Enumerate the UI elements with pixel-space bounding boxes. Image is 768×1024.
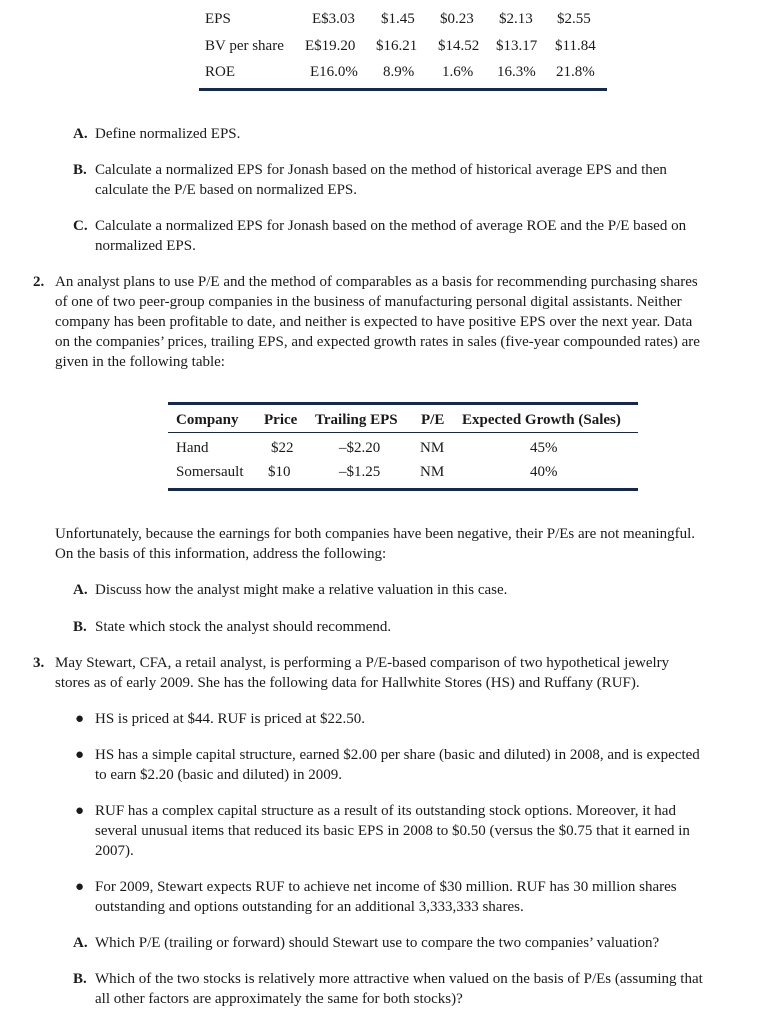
eps-table-row xyxy=(205,9,231,29)
cell: $0.23 xyxy=(440,11,474,27)
cell: Hand xyxy=(176,440,209,456)
q1-b-label: B. xyxy=(73,162,87,178)
cell: E16.0% xyxy=(310,64,358,80)
q2-a-label: A. xyxy=(73,582,88,598)
bullet-icon: ● xyxy=(75,803,85,819)
q3-bullet-line: outstanding and options outstanding for an additional 3,333,333 shares. xyxy=(95,899,524,915)
table-header-rule xyxy=(168,432,638,433)
q1-c-line2: normalized EPS. xyxy=(95,238,196,254)
q2-line: given in the following table: xyxy=(55,354,225,370)
q3-line: May Stewart, CFA, a retail analyst, is performing a P/E-based comparison of two hypothetical jewelry xyxy=(55,655,670,671)
q3-bullet-line: For 2009, Stewart expects RUF to achieve net income of $30 million. RUF has 30 million shares xyxy=(95,879,677,895)
row-label-roe: ROE xyxy=(205,64,235,80)
q3-bullet-line: to earn $2.20 (basic and diluted) in 2009. xyxy=(95,767,343,783)
cell: E$19.20 xyxy=(305,38,356,54)
header-trailing-eps: Trailing EPS xyxy=(315,412,398,428)
cell: –$1.25 xyxy=(339,464,381,480)
q1-c-line1: Calculate a normalized EPS for Jonash based on the method of average ROE and the P/E based on xyxy=(95,218,687,234)
q2-after-line: Unfortunately, because the earnings for both companies have been negative, their P/Es are not meaningful. xyxy=(55,526,696,542)
q2-line: An analyst plans to use P/E and the method of comparables as a basis for recommending purchasing shares xyxy=(55,274,698,290)
cell: $11.84 xyxy=(555,38,596,54)
bullet-icon: ● xyxy=(75,879,85,895)
header-company: Company xyxy=(176,412,239,428)
q2-a-text: Discuss how the analyst might make a relative valuation in this case. xyxy=(95,582,508,598)
q3-b-line2: all other factors are approximately the same for both stocks)? xyxy=(95,991,463,1007)
q3-number: 3. xyxy=(33,655,45,671)
cell: 16.3% xyxy=(497,64,536,80)
cell: $2.13 xyxy=(499,11,533,27)
cell: 21.8% xyxy=(556,64,595,80)
cell: NM xyxy=(420,464,445,480)
q1-c-label: C. xyxy=(73,218,88,234)
cell: $2.55 xyxy=(557,11,591,27)
q3-a-label: A. xyxy=(73,935,88,951)
bullet-icon: ● xyxy=(75,711,85,727)
row-label-eps: EPS xyxy=(205,11,231,27)
q3-bullet-line: HS has a simple capital structure, earned $2.00 per share (basic and diluted) in 2008, and is expected xyxy=(95,747,700,763)
row-label-bv: BV per share xyxy=(205,38,284,54)
header-price: Price xyxy=(264,412,298,428)
q3-a-text: Which P/E (trailing or forward) should Stewart use to compare the two companies’ valuation? xyxy=(95,935,660,951)
q3-line: stores as of early 2009. She has the following data for Hallwhite Stores (HS) and Ruffany (RUF). xyxy=(55,675,640,691)
q2-line: on the companies’ prices, trailing EPS, and expected growth rates in sales (five-year compounded rates) are xyxy=(55,334,700,350)
q1-b-line2: calculate the P/E based on normalized EPS. xyxy=(95,182,358,198)
cell: $10 xyxy=(268,464,291,480)
cell: Somersault xyxy=(176,464,244,480)
q2-line: of one of two peer-group companies in the business of manufacturing personal digital assistants. Neither xyxy=(55,294,682,310)
cell: $13.17 xyxy=(496,38,538,54)
cell: 40% xyxy=(530,464,558,480)
cell: $14.52 xyxy=(438,38,480,54)
q3-b-line1: Which of the two stocks is relatively more attractive when valued on the basis of P/Es (assuming that xyxy=(95,971,703,987)
cell: E$3.03 xyxy=(312,11,355,27)
table-bottom-rule xyxy=(199,88,607,91)
cell: $22 xyxy=(271,440,294,456)
cell: 45% xyxy=(530,440,558,456)
table-top-rule xyxy=(168,402,638,405)
q2-line: company has been profitable to date, and neither is expected to have positive EPS over the next year. Data xyxy=(55,314,693,330)
header-pe: P/E xyxy=(421,412,445,428)
q1-b-line1: Calculate a normalized EPS for Jonash based on the method of historical average EPS and then xyxy=(95,162,667,178)
q3-bullet-line: HS is priced at $44. RUF is priced at $22.50. xyxy=(95,711,365,727)
q3-bullet-line: several unusual items that reduced its basic EPS in 2008 to $0.50 (versus the $0.75 that it earned in xyxy=(95,823,690,839)
cell: 8.9% xyxy=(383,64,415,80)
table-bottom-rule xyxy=(168,488,638,491)
bullet-icon: ● xyxy=(75,747,85,763)
q3-b-label: B. xyxy=(73,971,87,987)
cell: 1.6% xyxy=(442,64,474,80)
cell: –$2.20 xyxy=(339,440,381,456)
q1-a-label: A. xyxy=(73,126,88,142)
q3-bullet-line: 2007). xyxy=(95,843,134,859)
q1-a-text: Define normalized EPS. xyxy=(95,126,241,142)
q2-after-line: On the basis of this information, address the following: xyxy=(55,546,387,562)
q2-number: 2. xyxy=(33,274,45,290)
header-expected-growth: Expected Growth (Sales) xyxy=(462,412,621,428)
cell: $16.21 xyxy=(376,38,418,54)
cell: $1.45 xyxy=(381,11,415,27)
q3-bullet-line: RUF has a complex capital structure as a result of its outstanding stock options. Moreover, it had xyxy=(95,803,676,819)
q2-b-label: B. xyxy=(73,619,87,635)
q2-b-text: State which stock the analyst should recommend. xyxy=(95,619,392,635)
cell: NM xyxy=(420,440,445,456)
